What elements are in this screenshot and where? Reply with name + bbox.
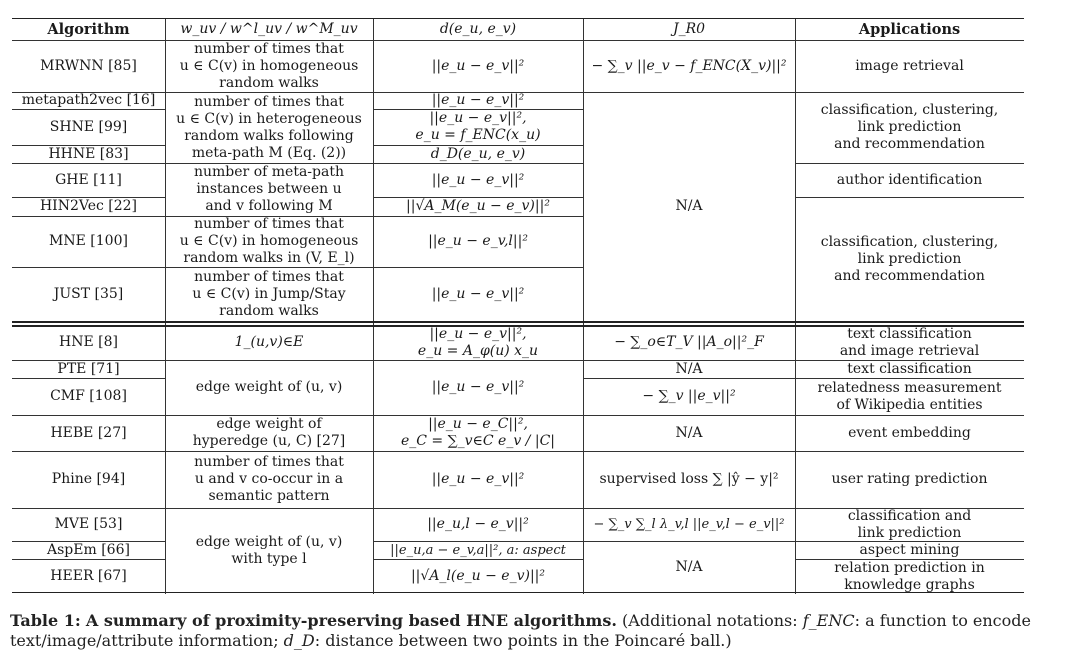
text-line: edge weight of (216, 416, 322, 432)
distance-formula (373, 325, 583, 360)
header-applications: Applications (858, 21, 961, 38)
text-line: meta-path M (Eq. (2)) (191, 144, 347, 161)
algorithm-name: HEER [67] (50, 568, 127, 584)
text-line: e_C = ∑_v∈C e_v / |C| (400, 433, 555, 449)
algorithm-name: JUST [35] (53, 285, 124, 302)
table-caption (10, 611, 1070, 651)
application-text: text classification (847, 360, 972, 377)
text-line: classification, clustering, (820, 102, 999, 118)
weight-definition (165, 451, 373, 508)
caption-notes: : distance between two points in the Poincaré ball.) (314, 631, 732, 650)
caption-notes: : a function to encode text/image/attribute information; (10, 611, 1031, 650)
algorithm-name: HHNE [83] (48, 145, 129, 162)
algorithm-name: HNE [8] (59, 334, 118, 350)
weight-definition (165, 163, 373, 216)
weight-definition (165, 508, 373, 594)
header-weight: w_uv / w^l_uv / w^M_uv (180, 21, 358, 37)
weight-definition: 1_(u,v)∈E (234, 334, 304, 350)
distance-formula: ||e_u − e_v||² (431, 57, 525, 74)
summary-table (12, 18, 1024, 593)
text-line: with type l (231, 551, 307, 567)
distance-formula: ||e_u − e_v||² (431, 379, 525, 395)
text-line: and recommendation (834, 136, 985, 152)
distance-formula: ||e_u − e_v||² (431, 471, 525, 487)
algorithm-name: CMF [108] (50, 388, 127, 404)
objective-formula: − ∑_v ∑_l λ_v,l ||e_v,l − e_v||² (593, 517, 785, 532)
text-line: link prediction (857, 250, 962, 267)
algorithm-name: SHNE [99] (49, 118, 128, 135)
text-line: of Wikipedia entities (836, 396, 983, 413)
objective-formula: N/A (675, 360, 703, 377)
text-line: link prediction (857, 119, 962, 135)
text-line: u ∈ C(v) in heterogeneous (176, 110, 362, 127)
objective-formula: − ∑_o∈T_V ||A_o||²_F (614, 334, 764, 350)
objective-formula: − ∑_v ||e_v − f_ENC(X_v)||² (591, 57, 787, 74)
caption-symbol: d_D (283, 631, 315, 650)
objective-formula: supervised loss ∑ |ŷ − y|² (599, 471, 779, 487)
distance-formula: ||√A_l(e_u − e_v)||² (410, 568, 546, 584)
application-text: event embedding (848, 424, 971, 441)
algorithm-name: HIN2Vec [22] (39, 198, 138, 214)
weight-definition (165, 92, 373, 163)
application-text (795, 325, 1024, 360)
distance-formula: ||e_u − e_v||² (431, 171, 525, 188)
caption-notes: (Additional notations: (622, 611, 798, 630)
section-rule (12, 321, 1024, 323)
algorithm-name: MVE [53] (54, 516, 123, 532)
text-line: classification and (847, 507, 972, 524)
application-text (795, 559, 1024, 594)
text-line: number of times that (194, 454, 344, 470)
text-line: and recommendation (834, 267, 985, 284)
text-line: relatedness measurement (817, 379, 1002, 396)
header-objective: J_R0 (672, 21, 706, 37)
application-text: aspect mining (859, 541, 960, 558)
text-line: instances between u (196, 181, 342, 197)
text-line: number of times that (194, 268, 344, 285)
distance-formula: ||e_u − e_v||² (431, 285, 525, 302)
application-text (795, 92, 1024, 163)
weight-definition (165, 40, 373, 92)
caption-symbol: f_ENC (802, 611, 855, 630)
algorithm-name: GHE [11] (55, 171, 122, 188)
application-text: author identification (836, 171, 983, 188)
text-line: and image retrieval (839, 342, 980, 359)
text-line: random walks (219, 74, 319, 91)
text-line: semantic pattern (208, 488, 330, 504)
text-line: edge weight of (u, v) (195, 534, 343, 550)
application-text: user rating prediction (831, 471, 988, 487)
caption-label: Table 1: (10, 611, 81, 630)
algorithm-name: AspEm [66] (47, 541, 130, 558)
weight-definition (165, 267, 373, 321)
text-line: number of times that (194, 216, 344, 232)
weight-definition (165, 415, 373, 451)
objective-formula: N/A (675, 424, 703, 441)
text-line: u and v co-occur in a (194, 471, 344, 487)
text-line: ||e_u − e_v||², (429, 325, 527, 342)
text-line: random walks in (V, E_l) (183, 250, 355, 266)
objective-formula: − ∑_v ||e_v||² (642, 388, 736, 404)
text-line: hyperedge (u, C) [27] (192, 433, 346, 449)
distance-formula (373, 415, 583, 451)
distance-formula: ||√A_M(e_u − e_v)||² (406, 198, 550, 214)
text-line: relation prediction in (834, 559, 985, 576)
text-line: classification, clustering, (820, 233, 999, 250)
application-text: image retrieval (855, 57, 964, 74)
text-line: number of times that (194, 93, 344, 110)
text-line: number of meta-path (194, 164, 344, 180)
algorithm-name: PTE [71] (57, 360, 120, 377)
text-line: e_u = f_ENC(x_u) (415, 127, 541, 143)
text-line: text classification (847, 325, 972, 342)
text-line: link prediction (857, 524, 962, 541)
header-algorithm: Algorithm (47, 21, 130, 38)
weight-definition (165, 216, 373, 267)
distance-formula (373, 109, 583, 145)
objective-formula: N/A (675, 559, 703, 575)
algorithm-name: MRWNN [85] (40, 57, 137, 74)
distance-formula: ||e_u − e_v||² (431, 92, 525, 108)
text-line: knowledge graphs (844, 576, 975, 593)
text-line: ||e_u − e_v||², (429, 110, 527, 126)
application-text (795, 378, 1024, 415)
text-line: number of times that (194, 40, 344, 57)
application-text (795, 508, 1024, 541)
text-line: u ∈ C(v) in homogeneous (179, 233, 359, 249)
algorithm-name: metapath2vec [16] (21, 92, 156, 108)
distance-formula: d_D(e_u, e_v) (430, 145, 526, 162)
algorithm-name: Phine [94] (51, 471, 126, 487)
text-line: and v following M (205, 198, 333, 214)
text-line: u ∈ C(v) in homogeneous (179, 57, 359, 74)
objective-formula: N/A (675, 198, 703, 214)
weight-definition: edge weight of (u, v) (195, 379, 343, 395)
text-line: ||e_u − e_C||², (428, 416, 528, 432)
algorithm-name: HEBE [27] (50, 424, 127, 441)
application-text (795, 197, 1024, 321)
text-line: random walks following (184, 127, 354, 144)
text-line: u ∈ C(v) in Jump/Stay (192, 285, 346, 302)
algorithm-name: MNE [100] (49, 233, 128, 249)
distance-formula: ||e_u,l − e_v||² (427, 516, 529, 532)
distance-formula: ||e_u,a − e_v,a||², a: aspect (390, 542, 566, 558)
header-distance: d(e_u, e_v) (439, 21, 517, 37)
text-line: random walks (219, 302, 319, 319)
text-line: e_u = A_φ(u) x_u (417, 342, 539, 359)
caption-title: A summary of proximity-preserving based HNE algorithms. (85, 611, 617, 630)
distance-formula: ||e_u − e_v,l||² (428, 233, 528, 249)
